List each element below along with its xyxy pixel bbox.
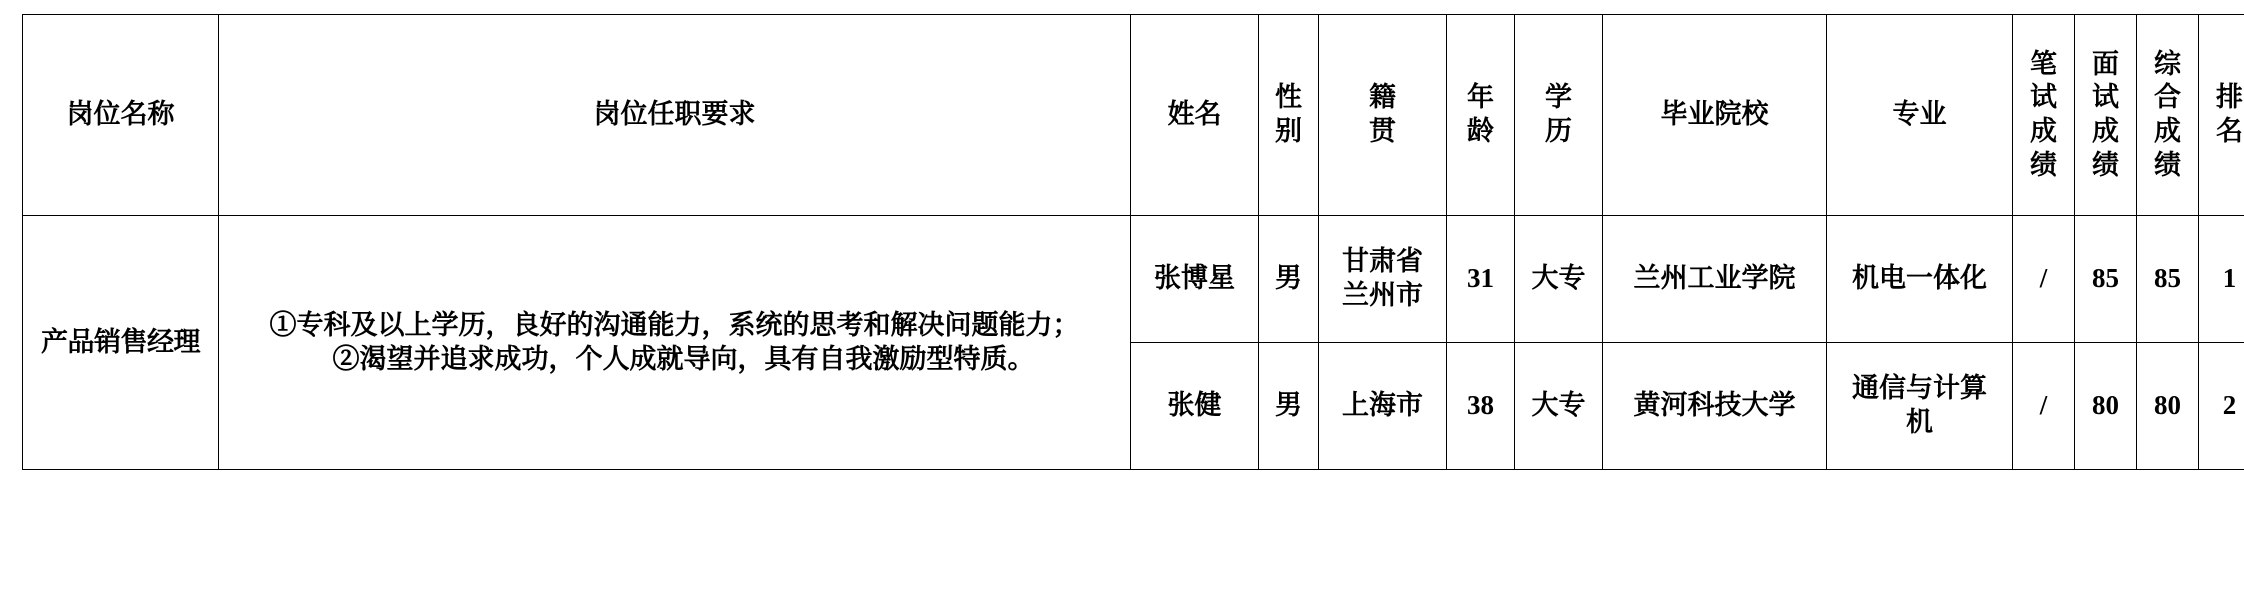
- header-education-char-2: 历: [1545, 116, 1572, 146]
- cell-origin: 上海市: [1319, 343, 1447, 470]
- cell-post-name: 产品销售经理: [23, 216, 219, 470]
- cell-age: 31: [1447, 216, 1515, 343]
- header-rank-char-2: 名: [2216, 116, 2243, 146]
- header-origin-char-1: 籍: [1369, 82, 1396, 113]
- header-rank: [2199, 15, 2244, 216]
- cell-post-requirements: [219, 216, 1131, 470]
- header-age: [1447, 15, 1515, 216]
- cell-written-score: /: [2013, 343, 2075, 470]
- header-interview-score-char-4: 绩: [2092, 149, 2119, 180]
- cell-name: 张博星: [1131, 216, 1259, 343]
- cell-major-line-2: 机: [1906, 407, 1933, 437]
- header-interview-score-char-1: 面: [2092, 48, 2119, 79]
- header-interview-score-char-3: 成: [2092, 116, 2119, 146]
- cell-overall-score: 80: [2137, 343, 2199, 470]
- header-origin-char-2: 贯: [1369, 116, 1396, 146]
- header-gender: [1259, 15, 1319, 216]
- header-gender-char-2: 别: [1275, 116, 1302, 146]
- header-education-char-1: 学: [1545, 82, 1572, 113]
- header-post-requirements: 岗位任职要求: [219, 15, 1131, 216]
- cell-origin: [1319, 216, 1447, 343]
- table-header-row: [23, 15, 2244, 216]
- table-row: [23, 216, 2244, 343]
- header-written-score-char-3: 成: [2030, 116, 2057, 146]
- header-written-score: [2013, 15, 2075, 216]
- cell-origin-line-2: 兰州市: [1342, 280, 1423, 310]
- header-written-score-char-1: 笔: [2030, 48, 2057, 79]
- cell-name: 张健: [1131, 343, 1259, 470]
- cell-school: 兰州工业学院: [1603, 216, 1827, 343]
- cell-rank: 1: [2199, 216, 2244, 343]
- header-overall-score-char-3: 成: [2154, 116, 2181, 146]
- header-major: 专业: [1827, 15, 2013, 216]
- header-written-score-char-2: 试: [2030, 82, 2057, 113]
- cell-overall-score: 85: [2137, 216, 2199, 343]
- cell-rank: 2: [2199, 343, 2244, 470]
- header-written-score-char-4: 绩: [2030, 149, 2057, 180]
- header-overall-score-char-1: 综: [2154, 48, 2181, 79]
- requirement-line-1: ①专科及以上学历，良好的沟通能力，系统的思考和解决问题能力；: [269, 309, 1080, 340]
- header-education: [1515, 15, 1603, 216]
- header-overall-score-char-2: 合: [2154, 82, 2181, 113]
- cell-age: 38: [1447, 343, 1515, 470]
- cell-gender: 男: [1259, 216, 1319, 343]
- header-name: 姓名: [1131, 15, 1259, 216]
- cell-origin-line-1: 甘肃省: [1342, 246, 1423, 277]
- header-interview-score-char-2: 试: [2092, 82, 2119, 113]
- header-rank-char-1: 排: [2216, 82, 2243, 113]
- requirement-line-2: ②渴望并追求成功，个人成就导向，具有自我激励型特质。: [332, 343, 1035, 374]
- cell-written-score: /: [2013, 216, 2075, 343]
- header-interview-score: [2075, 15, 2137, 216]
- header-school: 毕业院校: [1603, 15, 1827, 216]
- header-overall-score: [2137, 15, 2199, 216]
- cell-school: 黄河科技大学: [1603, 343, 1827, 470]
- cell-interview-score: 85: [2075, 216, 2137, 343]
- recruitment-result-table: [22, 14, 2244, 470]
- header-overall-score-char-4: 绩: [2154, 149, 2181, 180]
- header-age-char-2: 龄: [1467, 116, 1494, 146]
- cell-interview-score: 80: [2075, 343, 2137, 470]
- header-post-name: 岗位名称: [23, 15, 219, 216]
- cell-major: 机电一体化: [1827, 216, 2013, 343]
- header-origin: [1319, 15, 1447, 216]
- cell-gender: 男: [1259, 343, 1319, 470]
- cell-education: 大专: [1515, 216, 1603, 343]
- cell-major-line-1: 通信与计算: [1852, 373, 1987, 404]
- cell-education: 大专: [1515, 343, 1603, 470]
- cell-major: [1827, 343, 2013, 470]
- header-age-char-1: 年: [1467, 82, 1494, 113]
- header-gender-char-1: 性: [1275, 82, 1302, 113]
